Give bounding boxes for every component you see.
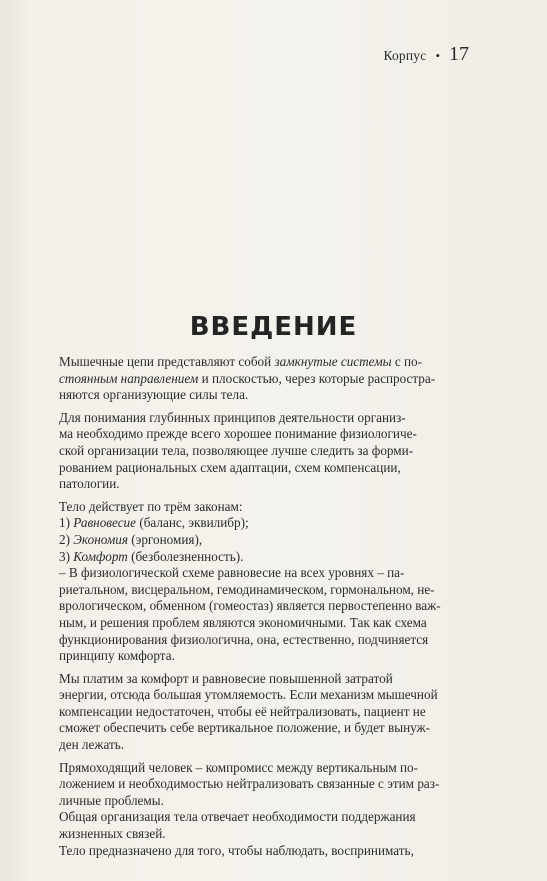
body-text [59,354,489,859]
law-description: (эргономия), [127,531,203,547]
text-run: ма необходимо прежде всего хорошее понимание физиологиче- [59,426,417,442]
paragraph [59,843,489,860]
text-run: – В физиологической схеме равновесие на всех уровнях – па- [59,565,405,581]
bleed-through-text [62,80,487,320]
text-run: патологии. [59,476,120,492]
law-item [59,515,489,532]
running-header [383,43,469,66]
running-title: Корпус [383,48,427,63]
text-run: рованием рациональных схем адаптации, схем компенсации, [59,459,401,475]
paragraph [59,760,489,810]
law-item [59,549,489,566]
law-item [59,532,489,549]
intro-paragraphs [59,354,489,515]
text-run: и плоскостью, через которые распростра- [198,370,436,386]
law-term: Комфорт [73,548,128,564]
text-run: Для понимания глубинных принципов деятельности организ- [59,409,406,425]
text-run: ден лежать. [59,737,125,753]
text-run: личные проблемы. [59,792,164,808]
law-number: 2) [59,531,74,547]
text-run: сможет обеспечить себе вертикальное положение, и будет вынуж- [59,720,431,736]
text-run: с по- [391,354,423,369]
text-run: врологическом, обменном (гомеостаз) является первостепенно важ- [59,598,441,614]
paragraph [59,499,489,516]
main-paragraphs [59,565,489,859]
text-run: Мы платим за комфорт и равновесие повышенной затратой [59,670,393,686]
header-separator: • [435,48,440,63]
paragraph [59,354,489,404]
paragraph [59,410,489,493]
law-description: (баланс, эквилибр); [136,515,249,531]
law-number: 1) [59,515,74,531]
text-run: ным, и решения проблем являются экономичными. Так как схема [59,614,427,630]
law-term: Экономия [73,531,128,547]
text-run: Общая организация тела отвечает необходимости поддержания [59,809,416,825]
text-run: риетальном, висцеральном, гемодинамическом, гормональном, не- [59,581,435,597]
text-run: няются организующие силы тела. [59,387,249,403]
text-run: Тело предназначено для того, чтобы наблюдать, воспринимать, [59,842,414,858]
text-run: энергии, отсюда большая утомляемость. Если механизм мышечной [59,687,438,703]
emphasis-text: замкнутые системы [274,354,392,369]
law-term: Равновесие [73,515,137,531]
text-run: жизненных связей. [59,826,166,842]
text-run: функционирования физиологична, она, естественно, подчиняется [59,631,429,647]
text-run: Тело действует по трём законам: [59,498,243,514]
law-description: (безболезненность). [127,548,244,564]
paragraph [59,565,489,665]
text-run: компенсации недостаточен, чтобы её нейтрализовать, пациент не [59,703,426,719]
text-run: Прямоходящий человек – компромисс между вертикальным по- [59,759,419,775]
chapter-title: ВВЕДЕНИЕ [189,312,358,342]
page-number: 17 [449,43,469,65]
text-run: ской организации тела, позволяющее лучше следить за форми- [59,442,414,458]
paragraph [59,671,489,754]
law-number: 3) [59,548,74,564]
emphasis-text: стоянным направлением [59,370,199,386]
laws-list [59,515,489,565]
text-run: Мышечные цепи представляют собой [59,354,275,369]
text-run: ложением и необходимостью нейтрализовать связанные с этим раз- [59,776,440,792]
text-run: принципу комфорта. [59,648,175,664]
paragraph [59,809,489,842]
